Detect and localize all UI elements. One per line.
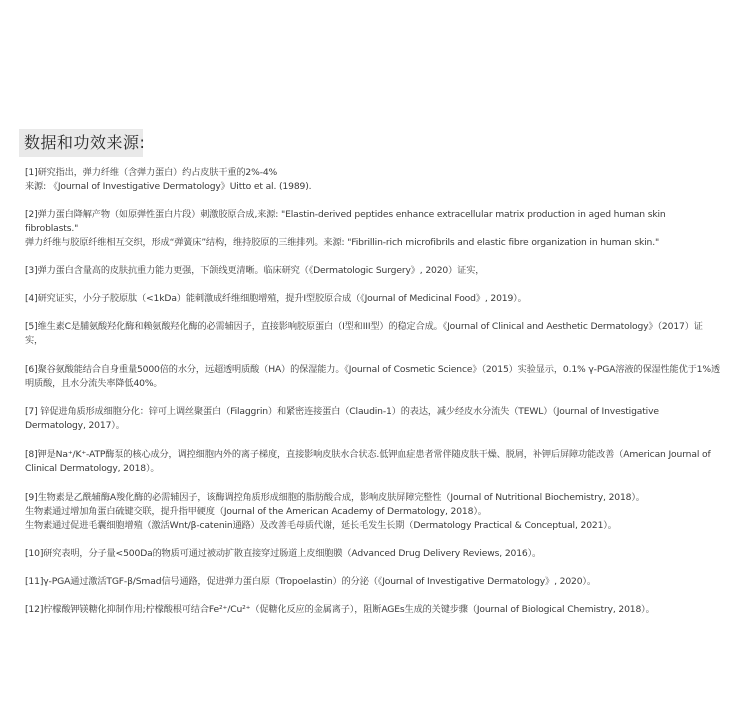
reference-line: [8]钾是Na⁺/K⁺-ATP酶泵的核心成分，调控细胞内外的离子梯度，直接影响皮肤水合状态.低钾血症患者常伴随皮肤干燥、脱屑，补钾后屏障功能改善（American Journal of Clinical Dermatology, 2018）。: [25, 449, 711, 474]
reference-item-3: [25, 264, 720, 278]
reference-line: [6]聚谷氨酸能结合自身重量5000倍的水分，远超透明质酸（HA）的保湿能力。《Journal of Cosmetic Science》（2015）实验显示，0.1% γ-PGA溶液的保湿性能优于1%透明质酸，且水分流失率降低40%。: [25, 364, 720, 389]
reference-item-12: [25, 603, 720, 617]
reference-line: [10]研究表明，分子量<500Da的物质可通过被动扩散直接穿过肠道上皮细胞膜（Advanced Drug Delivery Reviews, 2016）。: [25, 548, 542, 559]
reference-item-4: [25, 292, 720, 306]
reference-line: [3]弹力蛋白含量高的皮肤抗重力能力更强，下颌线更清晰。临床研究（《Dermatologic Surgery》, 2020）证实，: [25, 265, 485, 276]
reference-item-5: [25, 320, 720, 348]
reference-item-11: [25, 575, 720, 589]
reference-line: 弹力纤维与胶原纤维相互交织，形成“弹簧床”结构，维持胶原的三维排列。来源: "Fibrillin-rich microfibrils and elastic fibre organization in human skin.": [25, 237, 660, 248]
reference-item-8: [25, 448, 720, 476]
section-heading: 数据和功效来源:: [24, 133, 146, 152]
reference-line: [2]弹力蛋白降解产物（如原弹性蛋白片段）刺激胶原合成,来源: "Elastin-derived peptides enhance extracellular matrix production in aged human skin fibroblasts.": [25, 209, 666, 234]
reference-line: [12]柠檬酸钾镁糖化抑制作用;柠檬酸根可结合Fe²⁺/Cu²⁺（促糖化反应的金属离子），阻断AGEs生成的关键步骤（Journal of Biological Chemistry, 2018）。: [25, 604, 655, 615]
reference-item-6: [25, 363, 720, 391]
reference-line: [5]维生素C是脯氨酸羟化酶和赖氨酸羟化酶的必需辅因子，直接影响胶原蛋白（I型和III型）的稳定合成。《Journal of Clinical and Aesthetic Dermatology》（2017）证实，: [25, 321, 703, 346]
reference-line: 生物素通过促进毛囊细胞增殖（激活Wnt/β-catenin通路）及改善毛母质代谢，延长毛发生长期（Dermatology Practical & Conceptual, 2021）。: [25, 520, 617, 531]
reference-item-7: [25, 405, 720, 433]
reference-item-9: [25, 491, 720, 533]
reference-item-1: [25, 166, 720, 194]
reference-line: [11]γ-PGA通过激活TGF-β/Smad信号通路，促进弹力蛋白原（Tropoelastin）的分泌（《Journal of Investigative Dermatology》, 2020）。: [25, 576, 596, 587]
reference-item-2: [25, 208, 720, 250]
reference-line: 来源: 《Journal of Investigative Dermatology》Uitto et al. (1989).: [25, 181, 312, 192]
reference-line: 生物素通过增加角蛋白硫键交联，提升指甲硬度（Journal of the American Academy of Dermatology, 2018）。: [25, 506, 487, 517]
reference-line: [4]研究证实，小分子胶原肽（<1kDa）能刺激成纤维细胞增殖，提升I型胶原合成（《Journal of Medicinal Food》, 2019）。: [25, 293, 527, 304]
reference-list: [25, 166, 720, 617]
reference-line: [1]研究指出，弹力纤维（含弹力蛋白）约占皮肤干重的2%-4%: [25, 167, 278, 178]
reference-item-10: [25, 547, 720, 561]
reference-line: [7] 锌促进角质形成细胞分化：锌可上调丝聚蛋白（Filaggrin）和紧密连接蛋白（Claudin-1）的表达，减少经皮水分流失（TEWL）（Journal of Investigative Dermatology, 2017）。: [25, 406, 659, 431]
reference-line: [9]生物素是乙酰辅酶A羧化酶的必需辅因子，该酶调控角质形成细胞的脂肪酸合成，影响皮肤屏障完整性（Journal of Nutritional Biochemistry, 2018）。: [25, 492, 645, 503]
